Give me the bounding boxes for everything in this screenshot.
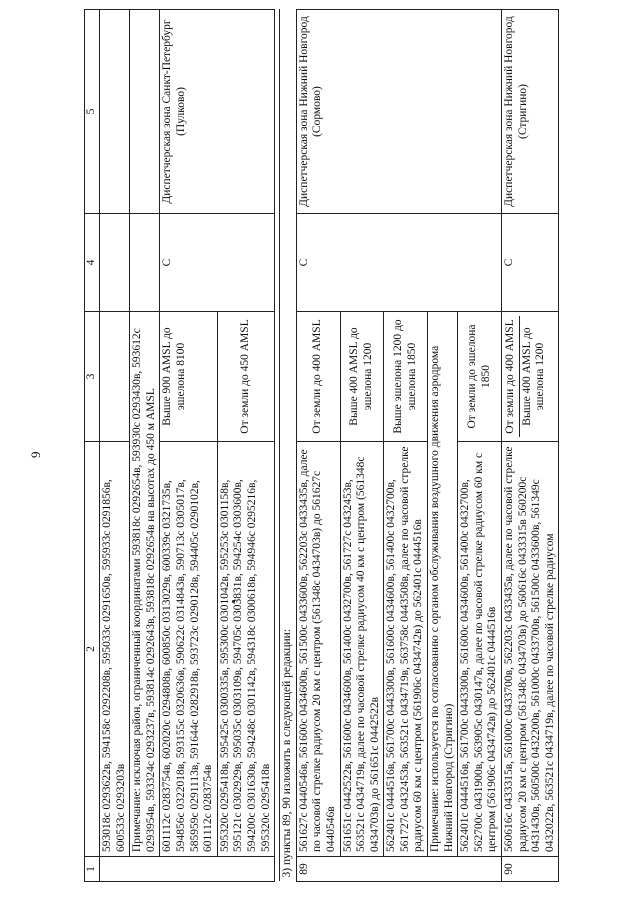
table-row xyxy=(502,10,559,882)
header-col-3: 3 xyxy=(85,312,100,442)
note-cell: Примечание: используется по согласованию с органом обслуживания воздушного движения аэродрома Нижний Новгород (Стригино) xyxy=(428,312,458,857)
coordinates-cell: 561627с 0440546в, 561600с 0434600в, 561500с 0433600в, 562203с 0433435в, далее по часовой стрелке радиусом 20 км с центром (561348с 0434703в) до 561627с 0440546в xyxy=(296,442,340,857)
coordinates-cell: 562401с 0444516в, 561700с 0443300в, 561600с 0434600в, 561400с 0432700в, 562700с 0431900в, 563905с 0430147в, далее по часовой стрелке радиусом 60 км с центром (561906с 0434742в) до 562401с 0444516в xyxy=(458,442,502,857)
altitude-cell: От земли до эшелона 1850 xyxy=(458,312,502,442)
zone-cell xyxy=(100,10,130,214)
row-number-90: 90 xyxy=(502,857,559,882)
section-heading-row xyxy=(280,10,297,882)
header-col-4: 4 xyxy=(85,214,100,312)
coordinates-cell: 562401с 0444516в, 561700с 0443300в, 561600с 0434600в, 561400с 0432700в, 561727с 0432453в, 563521с 0434719в, 563758с 0443508в, далее по часовой стрелке радиусом 60 км с центром (561906с 0434742в) до 562401с 0444516в xyxy=(384,442,428,857)
class-cell: С xyxy=(502,214,559,312)
row-number-89: 89 xyxy=(296,857,501,882)
altitude-cell: Выше 900 AMSL до эшелона 8100 xyxy=(160,312,217,442)
note-cell: Примечание: исключая район, ограниченный координатами 593818с 0292654в, 593930с 0293430в, 593612с 0293954в, 593324с 0293237в, 593814с 0292643в, 593818с 0292654в на высотах до 450 м AMSL xyxy=(130,312,160,857)
class-cell xyxy=(100,214,130,312)
table-row xyxy=(296,10,340,882)
altitude-cell: От земли до 400 AMSL xyxy=(296,312,340,442)
class-cell: С xyxy=(296,214,501,312)
row-number-cell xyxy=(100,857,275,882)
altitude-cell: Выше эшелона 1200 до эшелона 1850 xyxy=(384,312,428,442)
header-col-1: 1 xyxy=(85,857,100,882)
coordinates-text: 560200с 0431430в, 560500с 0432200в, 561000с 0433700в, 561500с 0433600в, 561349с 0432022в, 563521с 0434719в, далее по часовой стрелке радиусом xyxy=(516,476,556,852)
altitude-cell: От земли до 450 AMSL xyxy=(217,312,274,442)
coordinates-cell: 561651с 0442522в, 561600с 0434600в, 561400с 0432700в, 561727с 0432453в, 563521с 0434719в, далее по часовой стрелке радиусом 40 км с центром (561348с 0434703в) до 561651с 0442522в xyxy=(340,442,384,857)
altitude-cell xyxy=(100,312,130,442)
coordinates-cell xyxy=(502,442,559,857)
zone-cell xyxy=(130,10,160,214)
altitude-text: От земли до 400 AMSL xyxy=(504,319,517,434)
header-col-2: 2 xyxy=(85,442,100,857)
class-cell: С xyxy=(160,214,275,312)
zone-cell: Диспетчерская зона Нижний Новгород (Стригино) xyxy=(502,10,559,214)
zone-cell: Диспетчерская зона Санкт-Петербург (Пулково) xyxy=(160,10,275,214)
class-cell xyxy=(130,214,160,312)
header-col-5: 5 xyxy=(85,10,100,214)
altitude-text: Выше 400 AMSL до эшелона 1200 xyxy=(519,316,549,437)
coordinates-text: 560616с 0433315в, 561000с 0433700в, 562203с 0433435в, далее по часовой стрелке радиусом 20 км с центром (561348с 0434703в) до 560616с 0433315в xyxy=(503,446,529,852)
altitude-cell: Выше 400 AMSL до эшелона 1200 xyxy=(340,312,384,442)
coordinates-cell: 595320с 0295418в, 595425с 0300335в, 595300с 0301042в, 595253с 0301158в, 595121с 0302929в, 595035с 0303109в, 594705с 0303831в, 594254с 0303600в, 594200с 0301630в, 594248с 0301142в, 594318с 0300618в, 594946с 0295216в, 595320с 0295418в xyxy=(217,442,274,857)
table-row xyxy=(160,10,217,882)
coordinates-cell: 601112с 0283754в, 602020с 0294808в, 600850с 0313029в, 600339с 0321735в, 594856с 0322018в, 593155с 0320636в, 590622с 0314843в, 590713с 0305017в, 585959с 0291113в, 591644с 0282918в, 593723с 0290128в, 594405с 0290102в, 601112с 0283754в xyxy=(160,442,217,857)
header-row xyxy=(85,10,100,882)
airspace-table xyxy=(84,9,559,882)
coordinates-cell: 593018с 0293622в, 594158с 0292208в, 595033с 0291650в, 595933с 0291856в, 600533с 0293203в xyxy=(100,442,130,857)
altitude-cell xyxy=(502,312,559,442)
page-number: 9 xyxy=(28,451,43,458)
table-row xyxy=(100,10,130,882)
table-row xyxy=(130,10,160,882)
section-heading: 3) пункты 89, 90 изложить в следующей редакции: xyxy=(280,10,297,882)
zone-cell: Диспетчерская зона Нижний Новгород (Сормово) xyxy=(296,10,501,214)
